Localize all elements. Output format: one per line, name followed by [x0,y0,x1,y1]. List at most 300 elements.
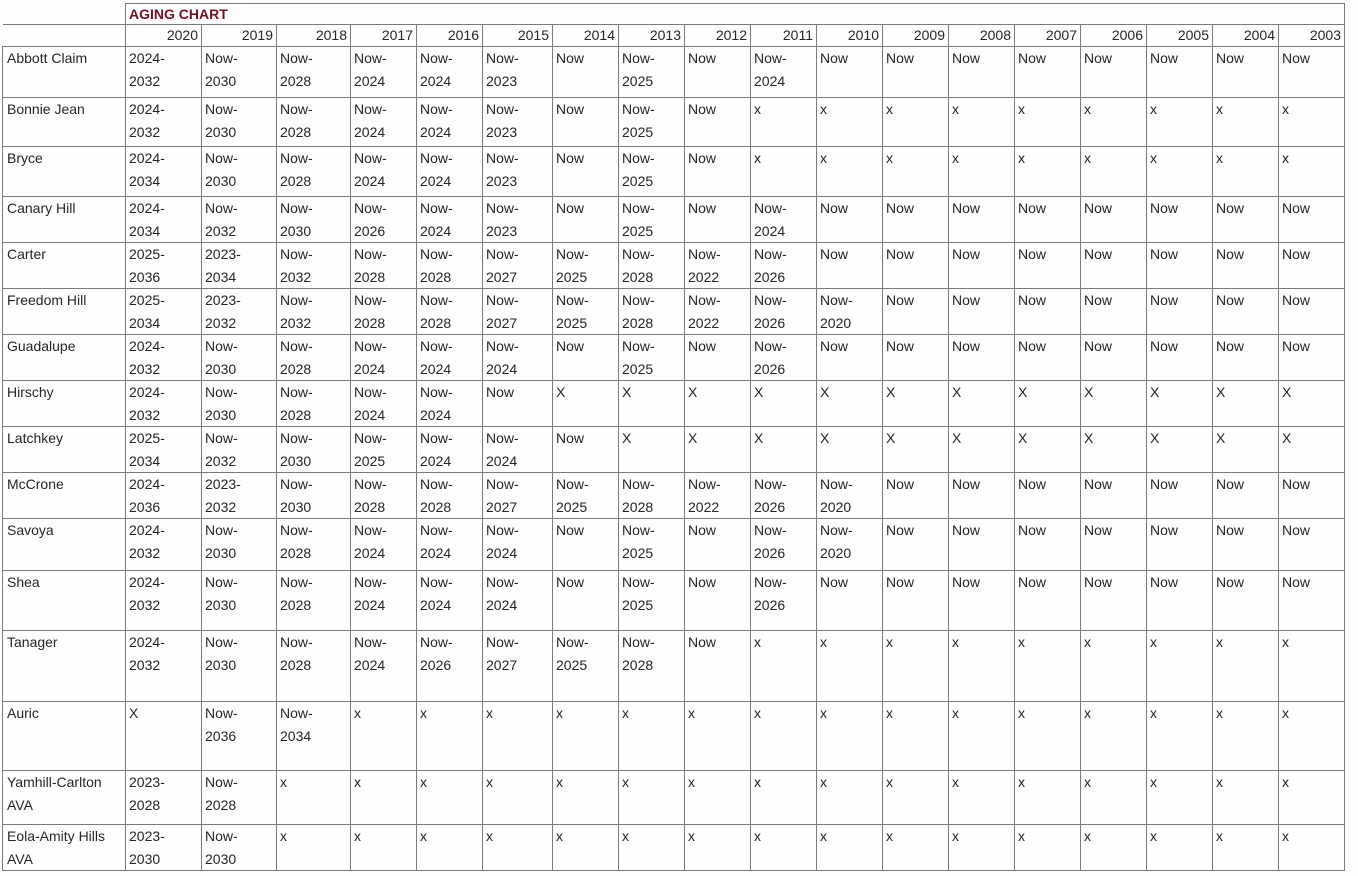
aging-cell-2006: Now [1081,519,1147,571]
aging-cell-2003: X [1279,427,1345,473]
wine-name-cell: Savoya [3,519,126,571]
aging-cell-2010: Now [817,571,883,631]
aging-cell-2004: Now [1213,243,1279,289]
aging-cell-2006: Now [1081,47,1147,98]
aging-cell-2010: x [817,631,883,702]
aging-cell-2010: Now- 2020 [817,289,883,335]
year-header-2013: 2013 [619,25,685,47]
aging-cell-2008: Now [949,243,1015,289]
aging-cell-2012: Now [685,335,751,381]
aging-cell-2003: Now [1279,289,1345,335]
aging-cell-2004: Now [1213,289,1279,335]
aging-cell-2004: Now [1213,519,1279,571]
aging-cell-2004: X [1213,427,1279,473]
aging-cell-2010: Now- 2020 [817,519,883,571]
aging-cell-2009: x [883,825,949,871]
aging-cell-2019: Now- 2030 [202,519,277,571]
aging-cell-2009: x [883,702,949,771]
table-row [3,571,1345,631]
aging-cell-2014: Now- 2025 [553,289,619,335]
year-header-2010: 2010 [817,25,883,47]
aging-cell-2017: x [351,771,417,825]
aging-cell-2003: Now [1279,473,1345,519]
aging-cell-2020: 2024- 2032 [126,381,202,427]
year-header-2015: 2015 [483,25,553,47]
aging-cell-2020: 2025- 2036 [126,243,202,289]
aging-cell-2010: x [817,771,883,825]
aging-cell-2007: x [1015,147,1081,197]
aging-cell-2019: 2023- 2034 [202,243,277,289]
table-row [3,702,1345,771]
aging-cell-2011: x [751,98,817,147]
aging-cell-2020: 2024- 2032 [126,631,202,702]
aging-cell-2008: Now [949,289,1015,335]
aging-cell-2005: Now [1147,335,1213,381]
aging-cell-2018: Now- 2030 [277,473,351,519]
aging-cell-2005: x [1147,631,1213,702]
aging-cell-2006: x [1081,631,1147,702]
aging-cell-2008: X [949,427,1015,473]
aging-cell-2020: 2024- 2036 [126,473,202,519]
aging-cell-2003: Now [1279,243,1345,289]
aging-cell-2016: Now- 2024 [417,519,483,571]
aging-cell-2019: Now- 2030 [202,47,277,98]
aging-cell-2014: Now- 2025 [553,243,619,289]
aging-cell-2005: X [1147,381,1213,427]
aging-cell-2009: X [883,427,949,473]
aging-cell-2010: Now [817,335,883,381]
aging-cell-2011: X [751,381,817,427]
aging-cell-2017: Now- 2024 [351,147,417,197]
aging-cell-2020: 2023- 2028 [126,771,202,825]
aging-cell-2016: x [417,771,483,825]
aging-cell-2004: x [1213,98,1279,147]
aging-cell-2008: x [949,631,1015,702]
aging-cell-2012: Now [685,197,751,243]
aging-cell-2018: Now- 2028 [277,335,351,381]
aging-cell-2003: x [1279,702,1345,771]
aging-cell-2016: Now- 2024 [417,197,483,243]
aging-cell-2004: x [1213,825,1279,871]
aging-cell-2014: Now [553,98,619,147]
aging-cell-2005: Now [1147,473,1213,519]
aging-cell-2015: Now- 2023 [483,47,553,98]
aging-cell-2007: X [1015,381,1081,427]
aging-cell-2009: x [883,98,949,147]
aging-cell-2013: Now- 2028 [619,243,685,289]
aging-cell-2008: Now [949,197,1015,243]
aging-cell-2016: x [417,825,483,871]
aging-cell-2019: Now- 2030 [202,147,277,197]
aging-cell-2013: Now- 2025 [619,147,685,197]
aging-cell-2020: X [126,702,202,771]
aging-cell-2008: Now [949,473,1015,519]
aging-cell-2008: X [949,381,1015,427]
table-row [3,243,1345,289]
aging-cell-2012: x [685,825,751,871]
aging-cell-2020: 2024- 2032 [126,335,202,381]
aging-cell-2008: x [949,702,1015,771]
aging-cell-2015: Now- 2024 [483,427,553,473]
aging-cell-2011: x [751,147,817,197]
aging-cell-2012: Now- 2022 [685,289,751,335]
year-header-2006: 2006 [1081,25,1147,47]
table-row [3,147,1345,197]
aging-cell-2004: x [1213,702,1279,771]
year-header-2003: 2003 [1279,25,1345,47]
aging-cell-2016: Now- 2026 [417,631,483,702]
corner-cell [3,4,126,25]
aging-cell-2010: X [817,381,883,427]
aging-cell-2010: X [817,427,883,473]
aging-cell-2013: Now- 2028 [619,289,685,335]
aging-cell-2020: 2024- 2032 [126,519,202,571]
aging-cell-2009: Now [883,243,949,289]
aging-cell-2019: 2023- 2032 [202,289,277,335]
aging-cell-2011: Now- 2026 [751,571,817,631]
aging-cell-2005: Now [1147,571,1213,631]
aging-cell-2006: x [1081,147,1147,197]
aging-cell-2011: x [751,771,817,825]
aging-cell-2012: X [685,381,751,427]
aging-cell-2016: Now- 2028 [417,289,483,335]
aging-cell-2017: x [351,702,417,771]
aging-cell-2018: x [277,825,351,871]
aging-cell-2019: Now- 2030 [202,98,277,147]
aging-cell-2014: X [553,381,619,427]
aging-cell-2009: Now [883,571,949,631]
aging-cell-2020: 2025- 2034 [126,427,202,473]
aging-cell-2014: Now [553,571,619,631]
aging-cell-2003: x [1279,98,1345,147]
aging-cell-2008: x [949,147,1015,197]
year-header-corner [3,25,126,47]
aging-cell-2014: Now [553,47,619,98]
aging-cell-2009: Now [883,197,949,243]
aging-cell-2013: x [619,825,685,871]
aging-cell-2004: Now [1213,335,1279,381]
aging-cell-2020: 2023- 2030 [126,825,202,871]
aging-cell-2006: X [1081,427,1147,473]
aging-cell-2014: Now [553,335,619,381]
aging-cell-2016: Now- 2024 [417,427,483,473]
aging-cell-2018: Now- 2028 [277,571,351,631]
aging-cell-2018: Now- 2028 [277,47,351,98]
aging-cell-2012: x [685,702,751,771]
aging-cell-2014: Now [553,519,619,571]
aging-cell-2020: 2024- 2032 [126,47,202,98]
aging-cell-2017: Now- 2024 [351,98,417,147]
aging-cell-2007: Now [1015,197,1081,243]
aging-cell-2017: Now- 2026 [351,197,417,243]
year-header-2017: 2017 [351,25,417,47]
aging-cell-2014: x [553,771,619,825]
year-header-2008: 2008 [949,25,1015,47]
year-header-2014: 2014 [553,25,619,47]
aging-cell-2009: x [883,631,949,702]
aging-cell-2007: x [1015,702,1081,771]
aging-cell-2011: Now- 2026 [751,519,817,571]
wine-name-cell: Shea [3,571,126,631]
aging-cell-2011: x [751,631,817,702]
year-header-2012: 2012 [685,25,751,47]
table-row [3,631,1345,702]
aging-cell-2011: X [751,427,817,473]
aging-cell-2013: Now- 2025 [619,571,685,631]
aging-cell-2005: X [1147,427,1213,473]
aging-cell-2012: Now- 2022 [685,473,751,519]
aging-cell-2010: x [817,702,883,771]
aging-cell-2008: x [949,771,1015,825]
aging-cell-2003: x [1279,631,1345,702]
aging-cell-2014: Now- 2025 [553,631,619,702]
aging-cell-2015: Now [483,381,553,427]
aging-cell-2006: Now [1081,243,1147,289]
year-header-2018: 2018 [277,25,351,47]
aging-chart-table [2,3,1345,871]
aging-cell-2014: Now- 2025 [553,473,619,519]
aging-cell-2013: Now- 2025 [619,335,685,381]
aging-cell-2019: Now- 2030 [202,335,277,381]
table-row [3,473,1345,519]
wine-name-cell: Canary Hill [3,197,126,243]
wine-name-cell: Hirschy [3,381,126,427]
aging-cell-2019: Now- 2030 [202,825,277,871]
aging-cell-2004: x [1213,631,1279,702]
aging-cell-2003: X [1279,381,1345,427]
aging-cell-2009: x [883,771,949,825]
aging-cell-2003: Now [1279,197,1345,243]
aging-cell-2007: Now [1015,335,1081,381]
year-header-row [3,25,1345,47]
aging-cell-2019: Now- 2030 [202,381,277,427]
aging-cell-2018: Now- 2032 [277,289,351,335]
aging-cell-2012: Now- 2022 [685,243,751,289]
aging-cell-2009: x [883,147,949,197]
aging-cell-2013: X [619,381,685,427]
table-row [3,335,1345,381]
aging-cell-2013: x [619,702,685,771]
aging-cell-2005: Now [1147,519,1213,571]
aging-cell-2015: Now- 2027 [483,289,553,335]
aging-cell-2006: Now [1081,289,1147,335]
aging-cell-2011: Now- 2026 [751,243,817,289]
aging-cell-2005: Now [1147,289,1213,335]
aging-cell-2017: x [351,825,417,871]
aging-cell-2008: x [949,98,1015,147]
aging-cell-2013: Now- 2028 [619,473,685,519]
wine-name-cell: Bonnie Jean [3,98,126,147]
aging-cell-2010: Now [817,47,883,98]
year-header-2011: 2011 [751,25,817,47]
aging-cell-2004: Now [1213,473,1279,519]
aging-cell-2012: Now [685,571,751,631]
aging-cell-2013: Now- 2025 [619,47,685,98]
aging-cell-2015: Now- 2027 [483,473,553,519]
year-header-2009: 2009 [883,25,949,47]
table-row [3,381,1345,427]
aging-cell-2004: X [1213,381,1279,427]
aging-cell-2005: Now [1147,197,1213,243]
aging-cell-2013: x [619,771,685,825]
aging-cell-2013: X [619,427,685,473]
aging-cell-2015: Now- 2023 [483,147,553,197]
table-row [3,771,1345,825]
aging-cell-2006: x [1081,771,1147,825]
wine-name-cell: Yamhill-Carlton AVA [3,771,126,825]
aging-cell-2003: Now [1279,519,1345,571]
aging-cell-2017: Now- 2024 [351,519,417,571]
aging-cell-2014: x [553,825,619,871]
aging-cell-2020: 2024- 2034 [126,147,202,197]
wine-name-cell: Eola-Amity Hills AVA [3,825,126,871]
aging-cell-2012: Now [685,47,751,98]
year-header-2019: 2019 [202,25,277,47]
aging-cell-2011: Now- 2026 [751,335,817,381]
aging-cell-2006: x [1081,702,1147,771]
aging-cell-2008: Now [949,335,1015,381]
aging-cell-2005: Now [1147,243,1213,289]
aging-cell-2018: Now- 2028 [277,98,351,147]
aging-cell-2005: x [1147,147,1213,197]
aging-cell-2015: Now- 2024 [483,571,553,631]
year-header-2004: 2004 [1213,25,1279,47]
aging-cell-2006: Now [1081,197,1147,243]
aging-cell-2011: Now- 2026 [751,473,817,519]
aging-cell-2004: x [1213,147,1279,197]
aging-cell-2005: x [1147,702,1213,771]
aging-cell-2014: Now [553,427,619,473]
chart-title: AGING CHART [126,4,1345,25]
aging-cell-2003: Now [1279,47,1345,98]
aging-cell-2015: Now- 2023 [483,98,553,147]
aging-cell-2019: Now- 2030 [202,631,277,702]
aging-cell-2016: Now- 2024 [417,98,483,147]
aging-cell-2017: Now- 2025 [351,427,417,473]
aging-cell-2008: Now [949,47,1015,98]
aging-cell-2014: Now [553,147,619,197]
aging-cell-2019: Now- 2032 [202,197,277,243]
aging-cell-2019: Now- 2032 [202,427,277,473]
aging-cell-2012: x [685,771,751,825]
aging-cell-2005: x [1147,771,1213,825]
aging-cell-2013: Now- 2025 [619,519,685,571]
aging-cell-2007: Now [1015,519,1081,571]
wine-name-cell: Auric [3,702,126,771]
aging-cell-2009: Now [883,47,949,98]
aging-cell-2016: Now- 2024 [417,147,483,197]
table-row [3,98,1345,147]
table-row [3,47,1345,98]
aging-cell-2015: Now- 2027 [483,243,553,289]
aging-cell-2010: x [817,147,883,197]
aging-cell-2003: Now [1279,335,1345,381]
aging-cell-2017: Now- 2028 [351,289,417,335]
aging-cell-2012: Now [685,631,751,702]
aging-cell-2010: Now [817,197,883,243]
aging-cell-2016: Now- 2028 [417,473,483,519]
aging-cell-2012: X [685,427,751,473]
aging-cell-2007: Now [1015,473,1081,519]
aging-cell-2006: Now [1081,571,1147,631]
aging-cell-2020: 2024- 2034 [126,197,202,243]
aging-cell-2012: Now [685,98,751,147]
aging-cell-2019: Now- 2036 [202,702,277,771]
aging-cell-2020: 2025- 2034 [126,289,202,335]
aging-cell-2008: Now [949,571,1015,631]
aging-cell-2009: Now [883,473,949,519]
aging-cell-2017: Now- 2024 [351,335,417,381]
aging-cell-2018: Now- 2028 [277,147,351,197]
aging-cell-2010: x [817,98,883,147]
aging-cell-2006: x [1081,98,1147,147]
aging-cell-2007: Now [1015,289,1081,335]
aging-cell-2017: Now- 2024 [351,47,417,98]
table-row [3,289,1345,335]
aging-cell-2017: Now- 2028 [351,243,417,289]
aging-cell-2014: x [553,702,619,771]
aging-cell-2008: x [949,825,1015,871]
aging-cell-2015: Now- 2024 [483,519,553,571]
aging-cell-2011: Now- 2026 [751,289,817,335]
aging-cell-2015: Now- 2023 [483,197,553,243]
aging-cell-2012: Now [685,519,751,571]
aging-cell-2012: Now [685,147,751,197]
aging-cell-2018: Now- 2030 [277,197,351,243]
aging-cell-2004: Now [1213,47,1279,98]
wine-name-cell: Carter [3,243,126,289]
aging-cell-2010: Now [817,243,883,289]
aging-cell-2017: Now- 2024 [351,381,417,427]
aging-cell-2019: Now- 2028 [202,771,277,825]
year-header-2020: 2020 [126,25,202,47]
aging-cell-2013: Now- 2025 [619,98,685,147]
year-header-2007: 2007 [1015,25,1081,47]
aging-cell-2015: x [483,825,553,871]
aging-cell-2011: x [751,825,817,871]
aging-cell-2014: Now [553,197,619,243]
aging-cell-2007: X [1015,427,1081,473]
aging-cell-2010: Now- 2020 [817,473,883,519]
wine-name-cell: McCrone [3,473,126,519]
aging-cell-2013: Now- 2025 [619,197,685,243]
aging-cell-2007: x [1015,771,1081,825]
aging-cell-2015: x [483,702,553,771]
aging-cell-2016: Now- 2024 [417,571,483,631]
aging-cell-2017: Now- 2024 [351,571,417,631]
wine-name-cell: Latchkey [3,427,126,473]
year-header-2016: 2016 [417,25,483,47]
aging-cell-2011: Now- 2024 [751,197,817,243]
aging-cell-2016: Now- 2024 [417,381,483,427]
aging-cell-2018: x [277,771,351,825]
table-row [3,519,1345,571]
aging-cell-2015: x [483,771,553,825]
aging-cell-2018: Now- 2030 [277,427,351,473]
aging-cell-2018: Now- 2034 [277,702,351,771]
aging-cell-2016: Now- 2024 [417,47,483,98]
aging-cell-2005: x [1147,825,1213,871]
wine-name-cell: Tanager [3,631,126,702]
aging-cell-2017: Now- 2028 [351,473,417,519]
aging-cell-2005: Now [1147,47,1213,98]
aging-cell-2018: Now- 2032 [277,243,351,289]
aging-cell-2015: Now- 2024 [483,335,553,381]
aging-cell-2004: x [1213,771,1279,825]
title-row [3,4,1345,25]
aging-cell-2003: Now [1279,571,1345,631]
aging-cell-2018: Now- 2028 [277,519,351,571]
